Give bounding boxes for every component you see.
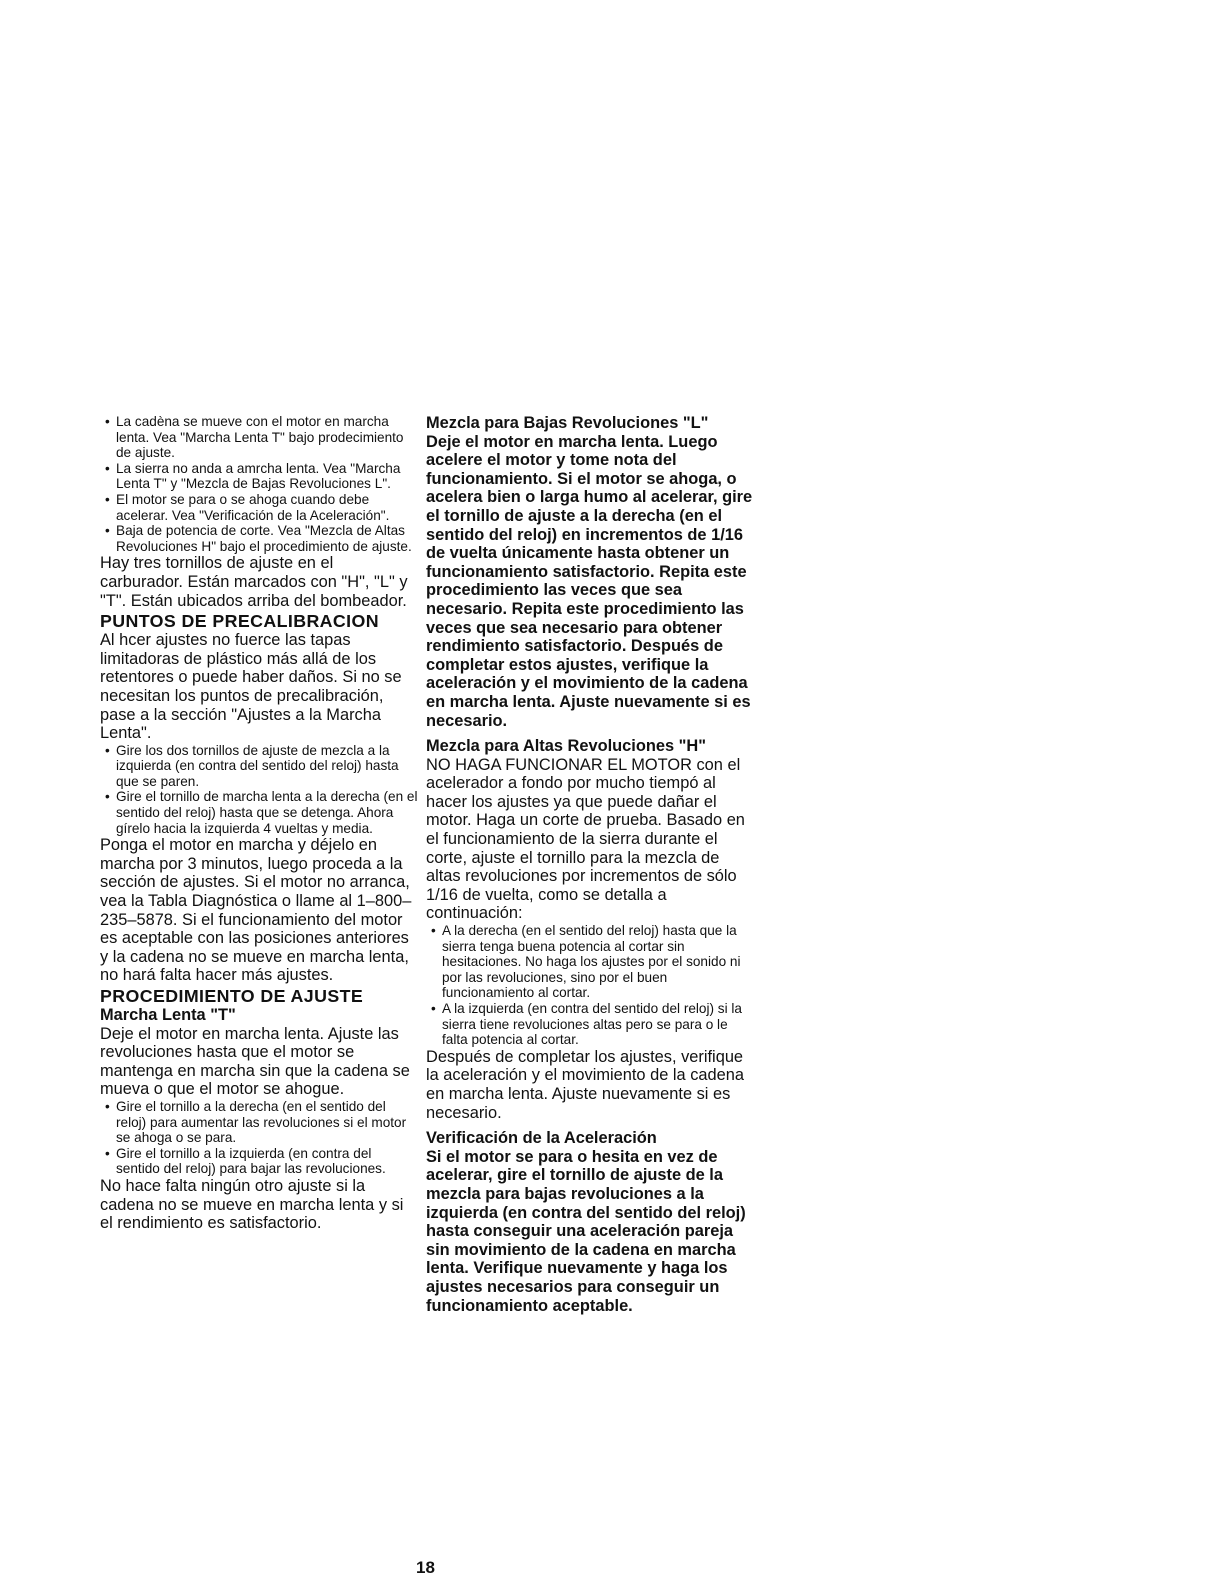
list-item: • A la izquierda (en contra del sentido del reloj) si la sierra tiene revoluciones altas pero se para o le falta potencia al cortar.: [426, 1001, 756, 1048]
list-item: • Gire el tornillo a la derecha (en el sentido del reloj) para aumentar las revoluciones si el motor se ahoga o se para.: [100, 1099, 418, 1146]
list-item: • La sierra no anda a amrcha lenta. Vea "Marcha Lenta T" y "Mezcla de Bajas Revoluciones L".: [100, 461, 418, 492]
spacer: [426, 1122, 756, 1129]
list-item: • A la derecha (en el sentido del reloj) hasta que la sierra tenga buena potencia al cortar sin hesitaciones. No haga los ajustes por el sonido ni por las revoluciones, sino por el buen funcionamiento al cortar.: [426, 923, 756, 1001]
precalibration-paragraph: Al hcer ajustes no fuerce las tapas limitadoras de plástico más allá de los retentores o puede haber daños. Si no se necesitan los puntos de precalibración, pase a la sección "Ajustes a la Marcha Lenta".: [100, 631, 402, 743]
right-column: [426, 414, 756, 1315]
precalibration-heading: PUNTOS DE PRECALIBRACION: [100, 611, 379, 632]
list-item: • El motor se para o se ahoga cuando debe acelerar. Vea "Verificación de la Aceleración".: [100, 492, 418, 523]
left-column: [100, 414, 418, 1233]
run-engine-paragraph: Ponga el motor en marcha y déjelo en marcha por 3 minutos, luego proceda a la sección de ajustes. Si el motor no arranca, vea la Tabla Diagnóstica o llame al 1–800–235–5878. Si el funcionamiento del motor es aceptable con las posiciones anteriores y la cadena no se mueve en marcha lenta, no hará falta hacer más ajustes.: [100, 836, 412, 985]
idle-speed-list: [100, 1099, 418, 1177]
procedure-heading: PROCEDIMIENTO DE AJUSTE: [100, 986, 364, 1006]
low-speed-mixture-paragraph: Deje el motor en marcha lenta. Luego acelere el motor y tome nota del funcionamiento. Si el motor se ahoga, o acelera bien o larga humo al acelerar, gire el tornillo de ajuste a la derecha (en el sentido del reloj) en incrementos de 1/16 de vuelta únicamente hasta obtener un funcionamiento satisfactorio. Repita este procedimiento las veces que sea necesario. Repita este procedimiento las veces que sea necesario para obtener rendimiento satisfactorio. Después de completar estos ajustes, verifique la aceleración y el movimiento de la cadena en marcha lenta. Ajuste nuevamente si es necesario.: [426, 432, 753, 730]
acceleration-check-paragraph: Si el motor se para o hesita en vez de acelerar, gire el tornillo de ajuste de la mezcla para bajas revoluciones a la izquierda (en contra del sentido del reloj) hasta conseguir una aceleración pareja sin movimiento de la cadena en marcha lenta. Verifique nuevamente y haga los ajustes necesarios para conseguir un funcionamiento aceptable.: [426, 1147, 746, 1315]
intro-paragraph: Hay tres tornillos de ajuste en el carburador. Están marcados con "H", "L" y "T". Están ubicados arriba del bombeador.: [100, 554, 408, 610]
idle-speed-heading: Marcha Lenta "T": [100, 1006, 236, 1024]
high-speed-after-paragraph: Después de completar los ajustes, verifique la aceleración y el movimiento de la cadena en marcha lenta. Ajuste nuevamente si es necesario.: [426, 1047, 744, 1122]
page-number: 18: [416, 1558, 435, 1577]
idle-speed-paragraph: Deje el motor en marcha lenta. Ajuste las revoluciones hasta que el motor se mantenga en marcha sin que la cadena se mueva o que el motor se ahogue.: [100, 1024, 410, 1099]
list-item: • La cadèna se mueve con el motor en marcha lenta. Vea "Marcha Lenta T" bajo prodecimiento de ajuste.: [100, 414, 418, 461]
high-speed-mixture-heading: Mezcla para Altas Revoluciones "H": [426, 737, 707, 756]
high-speed-list: [426, 923, 756, 1048]
list-item: • Gire los dos tornillos de ajuste de mezcla a la izquierda (en contra del sentido del reloj) hasta que se paren.: [100, 743, 418, 790]
spacer: [426, 730, 756, 737]
low-speed-mixture-heading: Mezcla para Bajas Revoluciones "L": [426, 414, 709, 432]
list-item: • Baja de potencia de corte. Vea "Mezcla de Altas Revoluciones H" bajo el procedimiento de ajuste.: [100, 523, 418, 554]
troubleshoot-list: [100, 414, 418, 554]
list-item: • Gire el tornillo a la izquierda (en contra del sentido del reloj) para bajar las revoluciones.: [100, 1146, 418, 1177]
list-item: • Gire el tornillo de marcha lenta a la derecha (en el sentido del reloj) hasta que se detenga. Ahora gírelo hacia la izquierda 4 vueltas y media.: [100, 789, 418, 836]
high-speed-mixture-paragraph: NO HAGA FUNCIONAR EL MOTOR con el acelerador a fondo por mucho tiempó al hacer los ajustes ya que puede dañar el motor. Haga un corte de prueba. Basado en el funcionamiento de la sierra durante el corte, ajuste el tornillo para la mezcla de altas revoluciones por incrementos de sólo 1/16 de vuelta, como se detalla a continuación:: [426, 755, 745, 923]
precalibration-list: [100, 743, 418, 837]
idle-speed-final-paragraph: No hace falta ningún otro ajuste si la cadena no se mueve en marcha lenta y si el rendimiento es satisfactorio.: [100, 1176, 404, 1233]
acceleration-check-heading: Verificación de la Aceleración: [426, 1129, 657, 1148]
